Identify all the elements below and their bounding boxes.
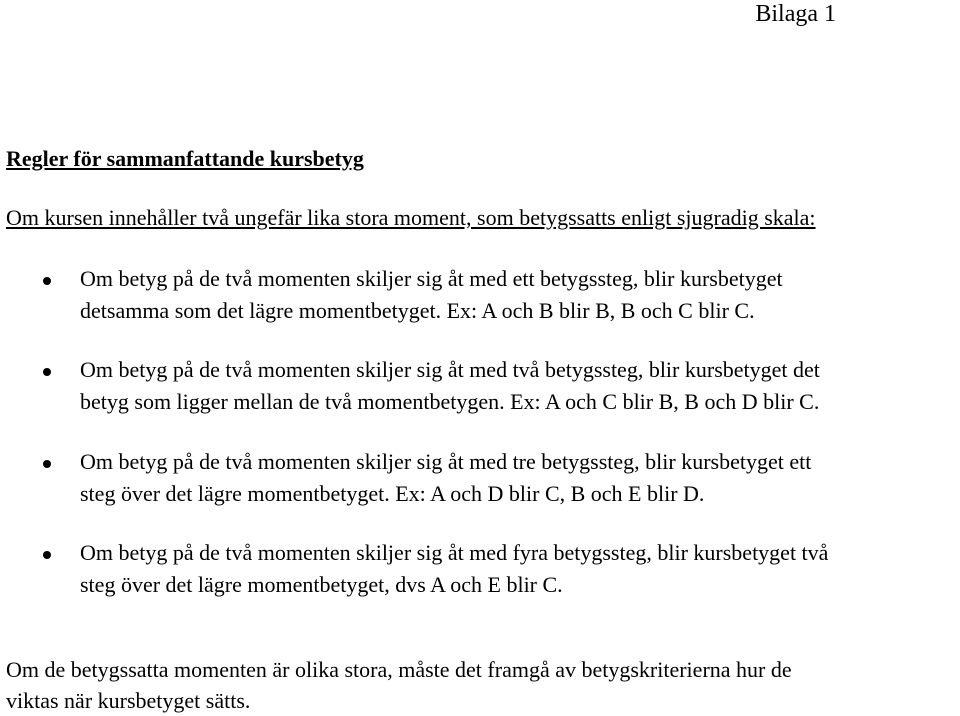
bullet-icon [43, 446, 65, 478]
annex-label: Bilaga 1 [755, 1, 836, 27]
intro-paragraph: Om kursen innehåller två ungefär lika stora moment, som betygssatts enligt sjugradig skala: [6, 205, 816, 230]
rule-text [80, 354, 960, 418]
rule-line: Om betyg på de två momenten skiljer sig åt med fyra betygssteg, blir kursbetyget två [80, 540, 829, 565]
rule-text [80, 446, 960, 510]
rule-text [80, 263, 960, 327]
closing-paragraph [6, 654, 792, 716]
bullet-icon [43, 263, 65, 295]
rule-line: Om betyg på de två momenten skiljer sig åt med två betygssteg, blir kursbetyget det [80, 357, 820, 382]
document-heading: Regler för sammanfattande kursbetyg [6, 146, 364, 171]
closing-line: viktas när kursbetyget sätts. [6, 688, 251, 713]
rule-line: detsamma som det lägre momentbetyget. Ex: A och B blir B, B och C blir C. [80, 298, 755, 323]
rule-line: Om betyg på de två momenten skiljer sig åt med tre betygssteg, blir kursbetyget ett [80, 449, 812, 474]
rule-line: steg över det lägre momentbetyget. Ex: A och D blir C, B och E blir D. [80, 481, 705, 506]
rule-line: steg över det lägre momentbetyget, dvs A och E blir C. [80, 572, 563, 597]
rule-line: Om betyg på de två momenten skiljer sig åt med ett betygssteg, blir kursbetyget [80, 266, 783, 291]
bullet-icon [43, 354, 65, 386]
bullet-icon [43, 537, 65, 569]
rule-text [80, 537, 960, 601]
closing-line: Om de betygssatta momenten är olika stora, måste det framgå av betygskriterierna hur de [6, 657, 792, 682]
rule-line: betyg som ligger mellan de två momentbetygen. Ex: A och C blir B, B och D blir C. [80, 389, 820, 414]
